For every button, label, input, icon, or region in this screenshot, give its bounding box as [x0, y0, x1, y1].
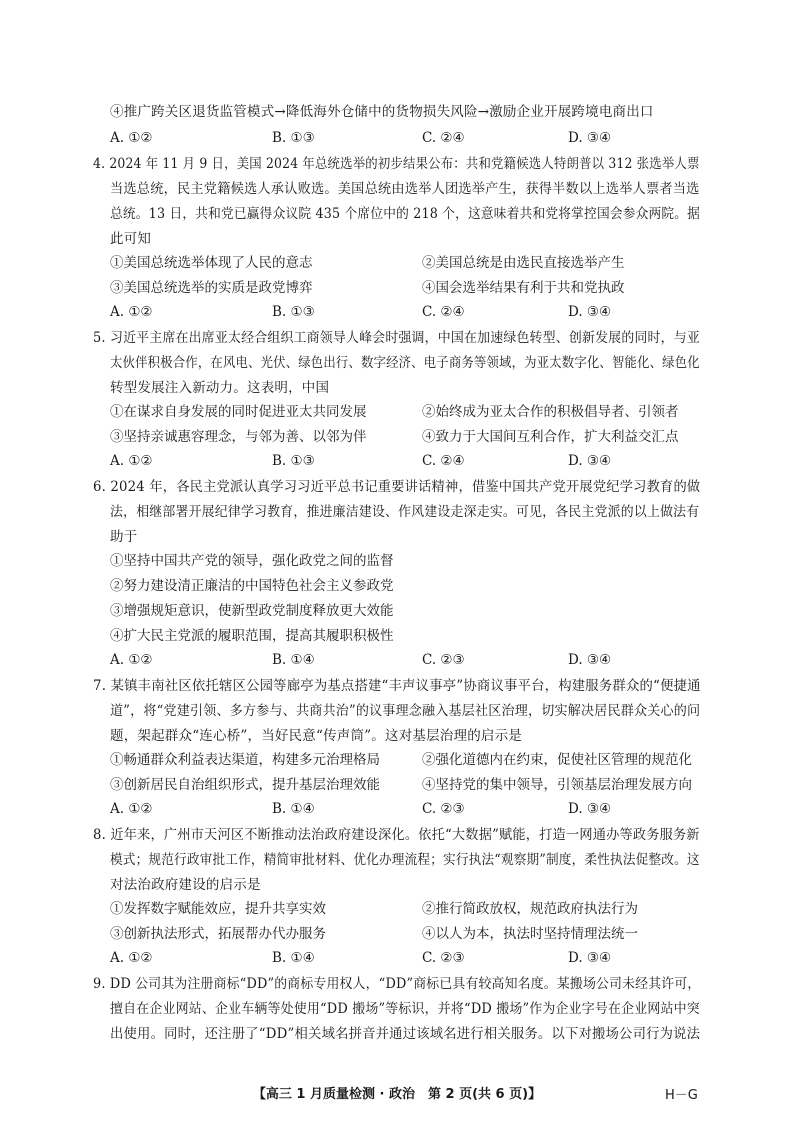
- q6-choice-b[interactable]: B. ①④: [272, 652, 315, 668]
- q5-stem-line: 太伙伴积极合作，在风电、光伏、绿色出行、数字经济、电子商务等领域，为亚太数字化、智能化、绿色化: [110, 355, 700, 371]
- q3-choice-d[interactable]: D. ③④: [568, 130, 612, 146]
- q8-stem-line: 对法治政府建设的启示是: [110, 877, 261, 893]
- q8-choice-d[interactable]: D. ③④: [568, 950, 612, 966]
- q3-choice-c[interactable]: C. ②④: [422, 130, 465, 146]
- q6-stem-line: 助于: [110, 529, 138, 545]
- q6-option-4: ④扩大民主党派的履职范围，提高其履职积极性: [110, 628, 394, 644]
- q6-stem-line: 法，相继部署开展纪律学习教育，推进廉洁建设、作风建设走深走实。可见，各民主党派的以上做法有: [110, 504, 700, 520]
- q8-choice-a[interactable]: A. ①②: [110, 950, 153, 966]
- paper-code: H－G: [665, 1088, 698, 1103]
- q4-stem-line: 当选总统，民主党籍候选人承认败选。美国总统由选举人团选举产生，获得半数以上选举人票者当选: [110, 181, 700, 197]
- q9-stem-line: 擅自在企业网站、企业车辆等处使用“DD 搬场”等标识，并将“DD 搬场”作为企业字号在企业网站中突: [110, 1001, 700, 1017]
- q4-option-3: ③美国总统选举的实质是政党博弈: [110, 280, 313, 296]
- q7-choice-d[interactable]: D. ③④: [568, 801, 612, 817]
- q4-choice-b[interactable]: B. ①③: [272, 304, 315, 320]
- q6-choice-a[interactable]: A. ①②: [110, 652, 153, 668]
- q4-stem-line: 总统。13 日，共和党已赢得众议院 435 个席位中的 218 个，这意味着共和党将掌控国会参众两院。据: [110, 206, 701, 222]
- q8-stem-line: 模式；规范行政审批工作，精简审批材料、优化办理流程；实行执法“观察期”制度，柔性执法促整改。这: [110, 852, 700, 868]
- q4-stem-line: 4. 2024 年 11 月 9 日，美国 2024 年总统选举的初步结果公布：共和党籍候选人特朗普以 312 张选举人票: [93, 156, 700, 172]
- q5-choice-c[interactable]: C. ②④: [422, 453, 465, 469]
- q3-choice-a[interactable]: A. ①②: [110, 130, 153, 146]
- q7-option-3: ③创新居民自治组织形式，提升基层治理效能: [110, 777, 380, 793]
- q4-choice-c[interactable]: C. ②④: [422, 304, 465, 320]
- q8-option-1: ①发挥数字赋能效应，提升共享实效: [110, 901, 326, 917]
- q5-choice-d[interactable]: D. ③④: [568, 453, 612, 469]
- q6-choice-c[interactable]: C. ②③: [422, 652, 465, 668]
- q7-choice-c[interactable]: C. ②③: [422, 801, 465, 817]
- q7-stem-line: 题，架起群众“连心桥”，当好民意“传声筒”。这对基层治理的启示是: [110, 728, 523, 744]
- q6-choice-d[interactable]: D. ③④: [568, 652, 612, 668]
- q5-option-2: ②始终成为亚太合作的积极倡导者、引领者: [422, 404, 679, 420]
- q7-stem-line: 道”，将“党建引领、多方参与、共商共治”的议事理念融入基层社区治理，切实解决居民群众关心的问: [110, 703, 701, 719]
- q6-option-1: ①坚持中国共产党的领导，强化政党之间的监督: [110, 553, 394, 569]
- q7-choice-b[interactable]: B. ①④: [272, 801, 315, 817]
- q6-option-2: ②努力建设清正廉洁的中国特色社会主义参政党: [110, 578, 394, 594]
- q3-choice-b[interactable]: B. ①③: [272, 130, 315, 146]
- q5-choice-a[interactable]: A. ①②: [110, 453, 153, 469]
- q4-choice-d[interactable]: D. ③④: [568, 304, 612, 320]
- q3-option-4: ④推广跨关区退货监管模式→降低海外仓储中的货物损失风险→激励企业开展跨境电商出口: [110, 104, 654, 120]
- q4-option-2: ②美国总统是由选民直接选举产生: [422, 255, 625, 271]
- q5-stem-line: 5. 习近平主席在出席亚太经合组织工商领导人峰会时强调，中国在加速绿色转型、创新发展的同时，与亚: [93, 330, 701, 346]
- q9-stem-line: 9. DD 公司其为注册商标“DD”的商标专用权人，“DD”商标已具有较高知名度。某搬场公司未经其许可，: [93, 976, 701, 992]
- q4-option-1: ①美国总统选举体现了人民的意志: [110, 255, 313, 271]
- q8-stem-line: 8. 近年来，广州市天河区不断推动法治政府建设深化。依托“大数据”赋能，打造一网通办等政务服务新: [93, 827, 700, 843]
- q4-option-4: ④国会选举结果有利于共和党执政: [422, 280, 625, 296]
- q9-stem-line: 出使用。同时，还注册了“DD”相关域名拼音并通过该域名进行相关服务。以下对搬场公司行为说法: [110, 1026, 701, 1042]
- q8-option-3: ③创新执法形式，拓展帮办代办服务: [110, 926, 326, 942]
- q8-option-2: ②推行简政放权，规范政府执法行为: [422, 901, 638, 917]
- q4-choice-a[interactable]: A. ①②: [110, 304, 153, 320]
- q8-choice-b[interactable]: B. ①④: [272, 950, 315, 966]
- page-footer: 【高三 1 月质量检测 · 政治 第 2 页(共 6 页)】: [252, 1087, 542, 1102]
- q7-stem-line: 7. 某镇丰南社区依托辖区公园等廊亭为基点搭建“丰声议事亭”协商议事平台，构建服务群众的“便捷通: [93, 678, 701, 694]
- q7-option-2: ②强化道德内在约束，促使社区管理的规范化: [422, 752, 692, 768]
- q7-option-4: ④坚持党的集中领导，引领基层治理发展方向: [422, 777, 692, 793]
- q5-option-4: ④致力于大国间互利合作，扩大利益交汇点: [422, 429, 679, 445]
- q8-choice-c[interactable]: C. ②③: [422, 950, 465, 966]
- q4-stem-line: 此可知: [110, 231, 152, 247]
- q6-option-3: ③增强规矩意识，使新型政党制度释放更大效能: [110, 603, 394, 619]
- q7-option-1: ①畅通群众利益表达渠道，构建多元治理格局: [110, 752, 380, 768]
- q6-stem-line: 6. 2024 年，各民主党派认真学习习近平总书记重要讲话精神，借鉴中国共产党开展党纪学习教育的做: [93, 479, 701, 495]
- q8-option-4: ④以人为本，执法时坚持情理法统一: [422, 926, 638, 942]
- q5-choice-b[interactable]: B. ①③: [272, 453, 315, 469]
- q5-stem-line: 转型发展注入新动力。这表明，中国: [110, 380, 330, 396]
- q5-option-1: ①在谋求自身发展的同时促进亚太共同发展: [110, 404, 367, 420]
- q5-option-3: ③坚持亲诚惠容理念，与邻为善、以邻为伴: [110, 429, 367, 445]
- q7-choice-a[interactable]: A. ①②: [110, 801, 153, 817]
